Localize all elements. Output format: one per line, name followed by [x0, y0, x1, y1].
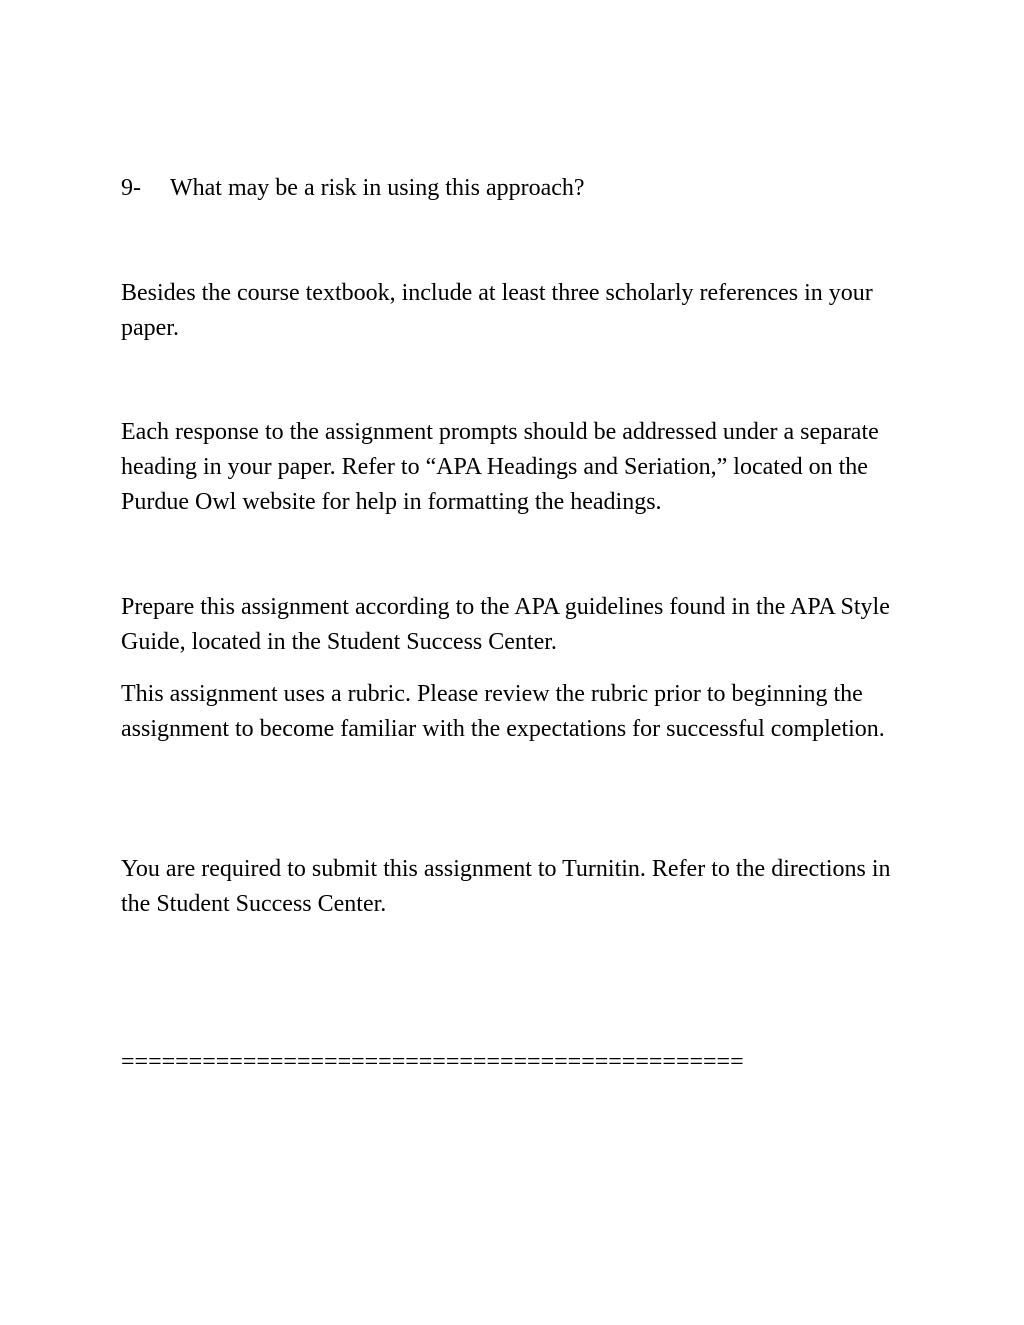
apa-guidelines-paragraph: Prepare this assignment according to the APA guidelines found in the APA Style Guide, located in the Student Success Center.	[121, 594, 890, 655]
separator-line: ==============================================	[121, 1049, 744, 1075]
rubric-paragraph: This assignment uses a rubric. Please review the rubric prior to beginning the assignment to become familiar with the expectations for successful completion.	[121, 681, 885, 742]
question-number: 9-	[121, 175, 141, 201]
turnitin-paragraph: You are required to submit this assignment to Turnitin. Refer to the directions in the Student Success Center.	[121, 856, 891, 917]
headings-paragraph: Each response to the assignment prompts should be addressed under a separate heading in your paper. Refer to “APA Headings and Seriation,” located on the Purdue Owl website for help in formatting the headings.	[121, 419, 879, 515]
references-paragraph: Besides the course textbook, include at least three scholarly references in your paper.	[121, 280, 873, 341]
question-text: What may be a risk in using this approach?	[170, 175, 585, 201]
question-item	[121, 171, 921, 206]
